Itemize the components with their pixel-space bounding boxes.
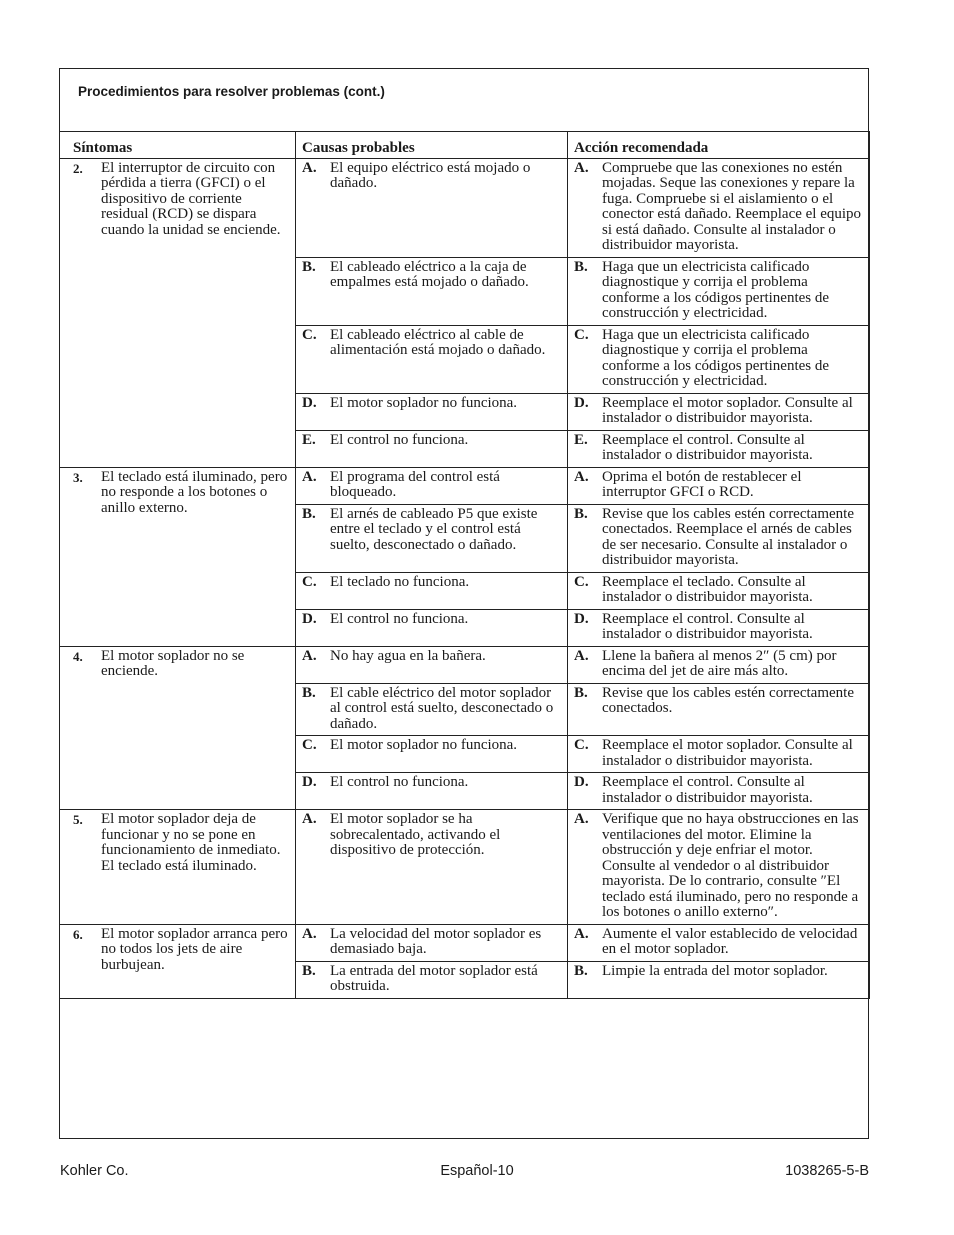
symptom-text: El teclado está iluminado, pero no responde a los botones o anillo externo. bbox=[101, 468, 288, 516]
action-cell bbox=[568, 736, 870, 773]
action-cell bbox=[568, 646, 870, 683]
action-text: Reemplace el teclado. Consulte al instalador o distribuidor mayorista. bbox=[602, 573, 813, 605]
symptom-text: El motor soplador arranca pero no todos los jets de aire burbujean. bbox=[101, 925, 288, 973]
action-cell bbox=[568, 158, 870, 257]
footer-company: Kohler Co. bbox=[60, 1163, 129, 1179]
symptom-number: 3. bbox=[73, 469, 83, 485]
symptom-cell bbox=[60, 158, 296, 467]
action-letter: C. bbox=[574, 737, 589, 753]
action-text: Reemplace el motor soplador. Consulte al instalador o distribuidor mayorista. bbox=[602, 737, 853, 769]
cause-letter: D. bbox=[302, 394, 317, 411]
symptom-cell bbox=[60, 467, 296, 646]
action-cell bbox=[568, 325, 870, 393]
action-cell bbox=[568, 257, 870, 325]
action-text: Aumente el valor establecido de velocidad en el motor soplador. bbox=[602, 925, 858, 957]
action-letter: A. bbox=[574, 159, 589, 176]
table-row bbox=[60, 924, 870, 961]
cause-cell bbox=[296, 773, 568, 810]
table-body bbox=[60, 158, 870, 998]
cause-letter: C. bbox=[302, 737, 317, 753]
action-text: Revise que los cables estén correctamente conectados. bbox=[602, 684, 854, 716]
action-cell bbox=[568, 609, 870, 646]
table-row bbox=[60, 810, 870, 925]
cause-cell bbox=[296, 810, 568, 925]
action-text: Reemplace el control. Consulte al instalador o distribuidor mayorista. bbox=[602, 774, 813, 806]
cause-letter: A. bbox=[302, 647, 317, 664]
action-text: Haga que un electricista calificado diagnostique y corrija el problema conforme a los códigos pertinentes de construcción y electricidad. bbox=[602, 326, 830, 389]
action-text: Reemplace el control. Consulte al instalador o distribuidor mayorista. bbox=[602, 610, 813, 642]
section-title: Procedimientos para resolver problemas (cont.) bbox=[78, 84, 385, 99]
cause-letter: B. bbox=[302, 684, 316, 701]
action-letter: D. bbox=[574, 610, 589, 627]
cause-letter: E. bbox=[302, 431, 316, 448]
action-cell bbox=[568, 773, 870, 810]
symptom-text: El motor soplador deja de funcionar y no se pone en funcionamiento de inmediato. El teclado está iluminado. bbox=[101, 811, 281, 874]
symptom-text: El motor soplador no se enciende. bbox=[101, 647, 245, 679]
action-cell bbox=[568, 467, 870, 504]
cause-cell bbox=[296, 393, 568, 430]
table-row bbox=[60, 467, 870, 504]
action-letter: B. bbox=[574, 962, 588, 979]
cause-text: El control no funciona. bbox=[330, 431, 469, 448]
symptom-number: 4. bbox=[73, 648, 83, 664]
action-letter: A. bbox=[574, 468, 589, 485]
column-header-causes: Causas probables bbox=[296, 132, 568, 159]
cause-cell bbox=[296, 467, 568, 504]
action-cell bbox=[568, 393, 870, 430]
cause-cell bbox=[296, 504, 568, 572]
symptom-text: El interruptor de circuito con pérdida a tierra (GFCI) o el dispositivo de corriente residual (RCD) se dispara cuando la unidad se enciende. bbox=[101, 159, 281, 238]
cause-letter: D. bbox=[302, 610, 317, 627]
cause-cell bbox=[296, 158, 568, 257]
action-cell bbox=[568, 683, 870, 736]
cause-letter: C. bbox=[302, 573, 317, 590]
cause-text: El cable eléctrico del motor soplador al control está suelto, desconectado o dañado. bbox=[330, 684, 554, 732]
cause-letter: A. bbox=[302, 811, 317, 827]
troubleshooting-table bbox=[59, 131, 870, 999]
action-cell bbox=[568, 961, 870, 998]
cause-letter: B. bbox=[302, 258, 316, 275]
table-row bbox=[60, 646, 870, 683]
footer-document-id: 1038265-5-B bbox=[785, 1163, 869, 1179]
cause-letter: A. bbox=[302, 468, 317, 485]
action-letter: A. bbox=[574, 925, 589, 942]
action-letter: A. bbox=[574, 647, 589, 664]
action-text: Haga que un electricista calificado diagnostique y corrija el problema conforme a los códigos pertinentes de construcción y electricidad. bbox=[602, 258, 830, 321]
cause-text: No hay agua en la bañera. bbox=[330, 647, 486, 664]
footer-page-number: Español-10 bbox=[440, 1163, 514, 1179]
cause-letter: B. bbox=[302, 505, 316, 522]
symptom-number: 2. bbox=[73, 160, 83, 176]
action-cell bbox=[568, 504, 870, 572]
cause-text: El motor soplador no funciona. bbox=[330, 737, 518, 753]
cause-text: El arnés de cableado P5 que existe entre el teclado y el control está suelto, desconectado o dañado. bbox=[330, 505, 538, 553]
cause-cell bbox=[296, 646, 568, 683]
cause-cell bbox=[296, 430, 568, 467]
action-letter: D. bbox=[574, 394, 589, 411]
action-cell bbox=[568, 572, 870, 609]
action-letter: C. bbox=[574, 573, 589, 590]
cause-text: La velocidad del motor soplador es demasiado baja. bbox=[330, 925, 542, 957]
cause-cell bbox=[296, 257, 568, 325]
action-text: Reemplace el motor soplador. Consulte al instalador o distribuidor mayorista. bbox=[602, 394, 853, 426]
table-header-row bbox=[60, 132, 870, 159]
action-text: Limpie la entrada del motor soplador. bbox=[602, 962, 828, 979]
cause-letter: A. bbox=[302, 925, 317, 942]
cause-text: El control no funciona. bbox=[330, 610, 469, 627]
symptom-number: 5. bbox=[73, 812, 83, 827]
action-letter: C. bbox=[574, 326, 589, 343]
action-letter: E. bbox=[574, 431, 588, 448]
action-letter: B. bbox=[574, 684, 588, 701]
symptom-number: 6. bbox=[73, 926, 83, 942]
cause-letter: D. bbox=[302, 774, 317, 790]
cause-text: La entrada del motor soplador está obstruida. bbox=[330, 962, 538, 994]
table-row bbox=[60, 158, 870, 257]
cause-text: El cableado eléctrico al cable de alimentación está mojado o dañado. bbox=[330, 326, 546, 358]
action-letter: D. bbox=[574, 774, 589, 790]
action-text: Oprima el botón de restablecer el interruptor GFCI o RCD. bbox=[602, 468, 802, 500]
cause-text: El equipo eléctrico está mojado o dañado. bbox=[330, 159, 531, 191]
symptom-cell bbox=[60, 810, 296, 925]
symptom-cell bbox=[60, 646, 296, 810]
cause-cell bbox=[296, 683, 568, 736]
action-cell bbox=[568, 924, 870, 961]
cause-cell bbox=[296, 924, 568, 961]
troubleshooting-frame bbox=[59, 68, 869, 1139]
cause-cell bbox=[296, 961, 568, 998]
cause-text: El programa del control está bloqueado. bbox=[330, 468, 500, 500]
cause-cell bbox=[296, 325, 568, 393]
cause-text: El motor soplador no funciona. bbox=[330, 394, 518, 411]
cause-text: El motor soplador se ha sobrecalentado, activando el dispositivo de protección. bbox=[330, 811, 501, 858]
column-header-symptoms: Síntomas bbox=[60, 132, 296, 159]
action-cell bbox=[568, 810, 870, 925]
symptom-cell bbox=[60, 924, 296, 998]
action-letter: B. bbox=[574, 505, 588, 522]
cause-letter: B. bbox=[302, 962, 316, 979]
column-header-actions: Acción recomendada bbox=[568, 132, 870, 159]
cause-letter: A. bbox=[302, 159, 317, 176]
cause-cell bbox=[296, 736, 568, 773]
cause-text: El cableado eléctrico a la caja de empalmes está mojado o dañado. bbox=[330, 258, 529, 290]
action-letter: B. bbox=[574, 258, 588, 275]
cause-letter: C. bbox=[302, 326, 317, 343]
action-text: Revise que los cables estén correctamente conectados. Reemplace el arnés de cables de ser necesario. Consulte al instalador o distribuidor mayorista. bbox=[602, 505, 854, 568]
cause-text: El teclado no funciona. bbox=[330, 573, 470, 590]
cause-text: El control no funciona. bbox=[330, 774, 469, 790]
action-text: Compruebe que las conexiones no estén mojadas. Seque las conexiones y repare la fuga. Compruebe si el aislamiento o el conector está dañado. Reemplace el equipo si está dañado. Consulte al instalador o distribuidor mayorista. bbox=[602, 159, 862, 253]
cause-cell bbox=[296, 609, 568, 646]
action-letter: A. bbox=[574, 811, 589, 827]
action-cell bbox=[568, 430, 870, 467]
action-text: Verifique que no haya obstrucciones en las ventilaciones del motor. Elimine la obstrucción y deje enfriar el motor. Consulte al vendedor o al distribuidor mayorista. De lo contrario, consulte ″El teclado está iluminado, pero no responde a los botones o anillo externo″. bbox=[602, 811, 859, 920]
action-text: Llene la bañera al menos 2″ (5 cm) por encima del jet de aire más alto. bbox=[602, 647, 837, 679]
action-text: Reemplace el control. Consulte al instalador o distribuidor mayorista. bbox=[602, 431, 813, 463]
cause-cell bbox=[296, 572, 568, 609]
